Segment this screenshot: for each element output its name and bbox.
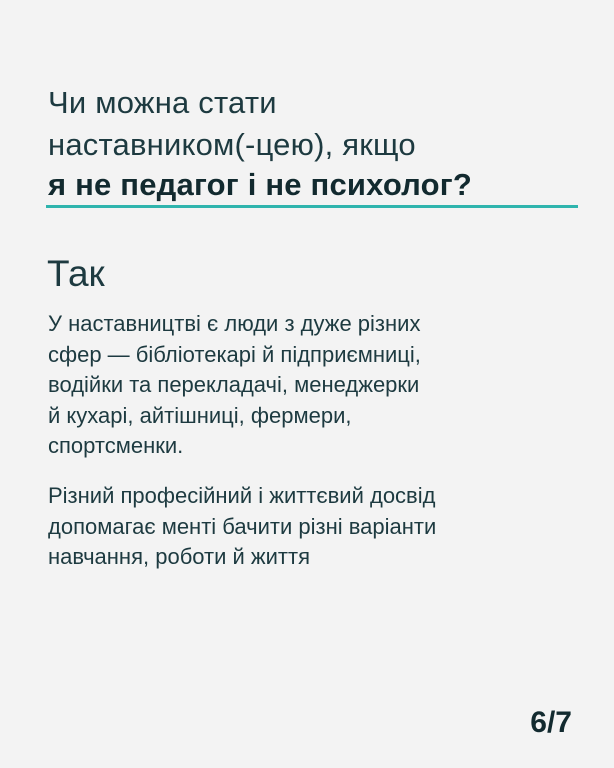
paragraph-line: навчання, роботи й життя <box>48 544 310 569</box>
paragraph-line: Різний професійний і життєвий досвід <box>48 483 436 508</box>
paragraph-line: У наставництві є люди з дуже різних <box>48 311 421 336</box>
paragraph-line: й кухарі, айтішниці, фермери, <box>48 402 352 428</box>
paragraph-line: спортсменки. <box>48 433 184 458</box>
accent-divider <box>46 205 578 208</box>
question-line-2: наставником(-цею), якщо <box>48 127 416 162</box>
page-number: 6/7 <box>530 706 572 739</box>
paragraph-line: водійки та перекладачі, менеджерки <box>48 372 420 397</box>
paragraph-line: сфер — бібліотекарі й підприємниці, <box>48 341 421 367</box>
answer-paragraph-2 <box>48 481 436 573</box>
paragraph-line: допомагає менті бачити різні варіанти <box>48 513 437 539</box>
question-line-3-bold: я не педагог і не психолог? <box>48 167 473 202</box>
question-line-1: Чи можна стати <box>48 85 277 120</box>
answer-title: Так <box>47 253 105 294</box>
answer-paragraph-1 <box>48 309 421 462</box>
